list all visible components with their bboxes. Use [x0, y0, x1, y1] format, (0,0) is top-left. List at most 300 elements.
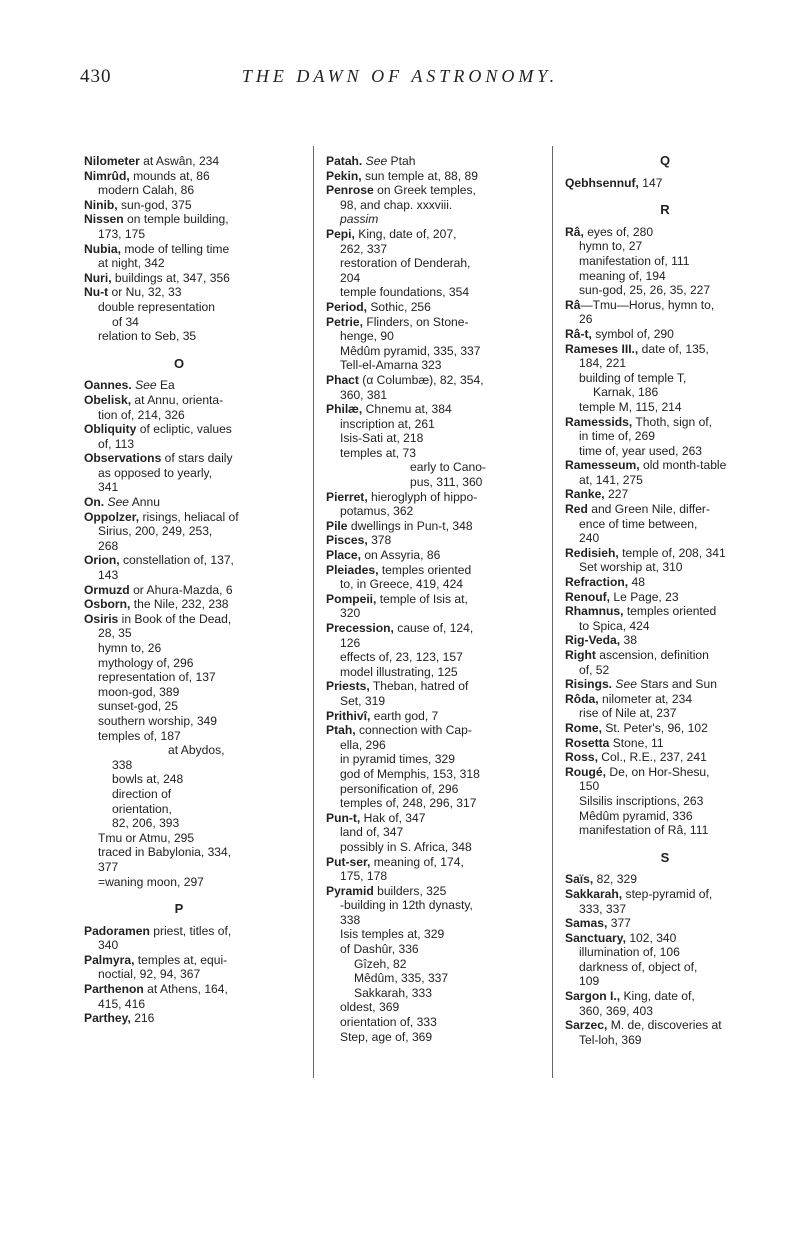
index-subentry: 341	[98, 480, 119, 495]
index-entry-text: risings, heliacal of	[139, 509, 239, 524]
index-subentry: 338	[112, 757, 133, 772]
index-column-2	[326, 154, 516, 1044]
index-entry	[326, 183, 516, 198]
index-headword: Padoramen	[84, 923, 150, 938]
index-entry	[565, 633, 765, 648]
index-headword: Ross,	[565, 750, 598, 765]
index-entry	[326, 709, 516, 724]
index-headword: Red	[565, 502, 588, 517]
index-entry-text: at Annu, orienta-	[131, 392, 224, 407]
index-entry-text: in Book of the Dead,	[118, 611, 232, 626]
index-subentry: ella, 296	[340, 737, 386, 752]
index-subentry: mythology of, 296	[98, 655, 194, 670]
index-subentry: 204	[340, 270, 361, 285]
index-subentry: 360, 369, 403	[579, 1003, 653, 1018]
index-entry-text: 378	[367, 533, 392, 548]
index-entry	[565, 502, 765, 517]
index-entry	[326, 548, 516, 563]
index-entry-text: temple of Isis at,	[376, 591, 468, 606]
index-entry	[326, 811, 516, 826]
index-subentry: Gîzeh, 82	[354, 956, 407, 971]
index-entry-text: Stone, 11	[609, 735, 664, 750]
index-entry-text: 227	[604, 487, 629, 502]
index-subentry: Tell-el-Amarna 323	[340, 358, 442, 373]
index-headword: Osiris	[84, 611, 119, 626]
index-headword: Ormuzd	[84, 582, 130, 597]
index-column-1	[84, 154, 274, 1026]
index-subentry: of, 52	[579, 662, 610, 677]
index-entry	[565, 487, 765, 502]
index-entry-text: of ecliptic, values	[136, 422, 232, 437]
index-entry	[326, 679, 516, 694]
index-subentry: effects of, 23, 123, 157	[340, 650, 463, 665]
index-subentry: 175, 178	[340, 869, 388, 884]
index-headword: Râ-t,	[565, 326, 592, 341]
index-subentry: temple foundations, 354	[340, 285, 470, 300]
index-entry-text: Ea	[156, 378, 175, 393]
index-headword: Phact	[326, 372, 359, 387]
index-entry-text: priest, titles of,	[149, 923, 232, 938]
index-headword: Rosetta	[565, 735, 610, 750]
index-entry	[84, 982, 274, 997]
index-entry	[565, 298, 765, 313]
index-entry-text: 38	[620, 633, 637, 648]
index-entry-text: hieroglyph of hippo-	[367, 489, 478, 504]
index-subentry: 143	[98, 568, 119, 583]
index-headword: Nuri,	[84, 270, 112, 285]
index-subentry: 338	[340, 912, 361, 927]
index-entry-text: Col., R.E., 237, 241	[597, 750, 707, 765]
index-headword: Nu-t	[84, 285, 109, 300]
index-headword: Rome,	[565, 720, 602, 735]
index-subentry: =waning moon, 297	[98, 874, 204, 889]
index-subentry: restoration of Denderah,	[340, 256, 471, 271]
index-entry	[565, 989, 765, 1004]
index-headword: Risings.	[565, 677, 613, 692]
index-headword: Sanctuary,	[565, 930, 626, 945]
index-headword: Osborn,	[84, 597, 131, 612]
index-entry	[565, 887, 765, 902]
index-entry	[326, 723, 516, 738]
index-entry-text: Chnemu at, 384	[362, 402, 452, 417]
see-reference: See	[362, 154, 388, 168]
index-entry	[565, 931, 765, 946]
index-entry	[326, 592, 516, 607]
index-subentry: at, 141, 275	[579, 472, 643, 487]
index-headword: Nimrûd,	[84, 168, 130, 183]
index-headword: Ninib,	[84, 197, 118, 212]
index-subentry: 184, 221	[579, 356, 627, 371]
index-subentry: oldest, 369	[340, 1000, 400, 1015]
index-entry	[326, 884, 516, 899]
index-subentry: manifestation of Râ, 111	[579, 823, 709, 838]
index-entry-text: temples oriented	[623, 604, 717, 619]
index-entry-text: symbol of, 290	[591, 326, 674, 341]
index-headword: Pepi,	[326, 226, 355, 241]
index-subentry: 340	[98, 938, 119, 953]
index-entry-text: Flinders, on Stone-	[362, 314, 469, 329]
index-subentry: modern Calah, 86	[98, 183, 195, 198]
index-headword: Nubia,	[84, 241, 121, 256]
index-headword: Patah.	[326, 154, 363, 168]
index-entry-text: buildings at, 347, 356	[111, 270, 230, 285]
index-entry	[84, 154, 274, 169]
index-entry	[84, 612, 274, 627]
index-entry	[84, 1011, 274, 1026]
index-entry-text: earth god, 7	[370, 708, 439, 723]
index-subentry: land of, 347	[340, 825, 404, 840]
index-subentry: temples of, 187	[98, 728, 181, 743]
index-entry	[565, 916, 765, 931]
index-subentry: at Abydos,	[168, 743, 225, 758]
index-headword: Sargon I.,	[565, 989, 621, 1004]
index-entry	[565, 415, 765, 430]
index-entry-text: (α Columbæ), 82, 354,	[358, 372, 484, 387]
index-entry-text: temple of, 208, 341	[618, 545, 726, 560]
index-entry-text: Stars and Sun	[636, 677, 717, 692]
index-headword: Put-ser,	[326, 854, 371, 869]
index-headword: Râ	[565, 297, 581, 312]
index-subentry: 415, 416	[98, 996, 146, 1011]
index-subentry: 98, and chap. xxxviii.	[340, 197, 453, 212]
index-entry-text: constellation of, 137,	[119, 553, 234, 568]
index-headword: Râ,	[565, 224, 584, 239]
index-entry-text: mode of telling time	[120, 241, 230, 256]
index-subentry: Isis temples at, 329	[340, 927, 445, 942]
index-subentry: manifestation of, 111	[579, 253, 690, 268]
index-entry	[326, 533, 516, 548]
index-subentry: pus, 311, 360	[410, 475, 483, 490]
see-reference: See	[104, 495, 130, 510]
index-headword: Rhamnus,	[565, 604, 624, 619]
index-entry-text: 216	[130, 1011, 155, 1026]
index-subentry: at night, 342	[98, 256, 165, 271]
index-entry-text: 82, 329	[593, 872, 637, 887]
index-subentry: meaning of, 194	[579, 268, 666, 283]
index-headword: Ranke,	[565, 487, 605, 502]
index-subentry: as opposed to yearly,	[98, 465, 213, 480]
index-subentry: 28, 35	[98, 626, 132, 641]
index-entry	[84, 553, 274, 568]
index-subentry: orientation,	[112, 801, 172, 816]
index-subentry: relation to Seb, 35	[98, 329, 197, 344]
index-subentry: of Dashûr, 336	[340, 942, 419, 957]
index-entry-text: of stars daily	[161, 451, 233, 466]
index-subentry: Tmu or Atmu, 295	[98, 830, 195, 845]
index-subentry: direction of	[112, 786, 172, 801]
index-subentry: sun-god, 25, 26, 35, 227	[579, 283, 711, 298]
index-entry-text: at Aswân, 234	[139, 154, 220, 168]
index-entry-text: temples at, equi-	[134, 952, 228, 967]
index-entry-text: sun temple at, 88, 89	[361, 168, 478, 183]
index-entry	[565, 677, 765, 692]
index-subentry: ence of time between,	[579, 516, 698, 531]
index-subentry: model illustrating, 125	[340, 664, 458, 679]
page-header	[0, 66, 800, 96]
index-headword: Rameses III.,	[565, 341, 639, 356]
index-subentry: 26	[579, 312, 593, 327]
index-subentry: inscription at, 261	[340, 416, 435, 431]
index-subentry: Mêdûm, 335, 337	[354, 971, 449, 986]
index-entry-text: on temple building,	[123, 212, 229, 227]
index-subentry: henge, 90	[340, 329, 394, 344]
index-subentry: 150	[579, 779, 600, 794]
index-headword: Pyramid	[326, 883, 374, 898]
index-subentry: 268	[98, 538, 119, 553]
section-letter: Q	[659, 153, 671, 168]
index-subentry: tion of, 214, 326	[98, 407, 185, 422]
index-entry-text: ascension, definition	[595, 648, 709, 662]
index-entry-text: Hak of, 347	[360, 810, 426, 825]
index-entry	[565, 648, 765, 663]
index-subentry: southern worship, 349	[98, 713, 217, 728]
index-entry	[565, 342, 765, 357]
index-headword: Parthenon	[84, 982, 144, 997]
index-subentry: 126	[340, 635, 361, 650]
index-subentry: Step, age of, 369	[340, 1029, 433, 1044]
index-entry	[565, 604, 765, 619]
index-subentry: Silsilis inscriptions, 263	[579, 793, 704, 808]
index-entry-text: Theban, hatred of	[369, 679, 469, 694]
index-entry-text: temples oriented	[378, 562, 472, 577]
index-subentry: -building in 12th dynasty,	[340, 898, 473, 913]
index-subentry: 262, 337	[340, 241, 388, 256]
index-subentry: early to Cano-	[410, 460, 486, 475]
index-headword: Right	[565, 648, 596, 662]
index-entry	[565, 1018, 765, 1033]
index-entry	[84, 198, 274, 213]
index-entry	[565, 575, 765, 590]
index-subentry: 173, 175	[98, 226, 146, 241]
index-headword: Precession,	[326, 621, 394, 635]
index-headword: Obliquity	[84, 422, 137, 437]
index-entry-text: sun-god, 375	[117, 197, 192, 212]
index-entry-text: 48	[628, 575, 645, 590]
index-entry	[326, 300, 516, 315]
index-headword: Obelisk,	[84, 392, 132, 407]
index-entry-text: M. de, discoveries at	[607, 1018, 722, 1033]
index-headword: Petrie,	[326, 314, 363, 329]
index-entry	[326, 490, 516, 505]
index-subentry: traced in Babylonia, 334,	[98, 845, 232, 860]
index-headword: Oannes.	[84, 378, 132, 393]
index-entry	[565, 750, 765, 765]
index-entry	[84, 169, 274, 184]
index-entry	[565, 327, 765, 342]
index-subentry: Sakkarah, 333	[354, 985, 432, 1000]
index-headword: Refraction,	[565, 575, 629, 590]
index-entry-text: King, date of, 207,	[354, 226, 457, 241]
index-subentry: Sirius, 200, 249, 253,	[98, 524, 213, 539]
index-entry-text: cause of, 124,	[393, 621, 474, 635]
index-headword: Pompeii,	[326, 591, 377, 606]
index-entry-text: on Assyria, 86	[360, 548, 441, 563]
index-entry	[565, 176, 765, 191]
index-entry	[84, 510, 274, 525]
index-headword: Saïs,	[565, 872, 594, 887]
index-entry-text: 102, 340	[625, 930, 677, 945]
running-title: THE DAWN OF ASTRONOMY.	[241, 66, 559, 86]
index-subentry: noctial, 92, 94, 367	[98, 967, 201, 982]
see-reference: See	[131, 378, 157, 393]
index-entry	[84, 422, 274, 437]
section-letter: S	[660, 849, 670, 865]
index-entry-text: Le Page, 23	[610, 589, 679, 604]
index-entry-text: Sothic, 256	[367, 299, 431, 314]
index-headword: Samas,	[565, 916, 608, 931]
index-subentry: in time of, 269	[579, 429, 655, 444]
index-subentry: Set worship at, 310	[579, 560, 683, 575]
section-letter: R	[660, 202, 670, 218]
index-headword: Palmyra,	[84, 952, 135, 967]
index-entry	[326, 563, 516, 578]
index-headword: Priests,	[326, 679, 370, 694]
index-headword: Nissen	[84, 212, 124, 227]
index-headword: Renouf,	[565, 589, 611, 604]
index-headword: Prithivî,	[326, 708, 371, 723]
index-entry	[565, 765, 765, 780]
index-entry-text: meaning of, 174,	[370, 854, 464, 869]
index-entry	[565, 225, 765, 240]
index-headword: Nilometer	[84, 154, 140, 168]
section-letter: P	[174, 901, 184, 917]
index-subentry: 109	[579, 974, 600, 989]
index-subentry: Isis-Sati at, 218	[340, 431, 424, 446]
index-subentry: personification of, 296	[340, 781, 459, 796]
page-number: 430	[80, 66, 112, 87]
index-headword: Observations	[84, 451, 162, 466]
index-subentry: rise of Nile at, 237	[579, 706, 677, 721]
index-subentry: 360, 381	[340, 387, 388, 402]
index-entry	[326, 621, 516, 636]
index-subentry: to Spica, 424	[579, 618, 650, 633]
index-headword: Rôda,	[565, 691, 599, 706]
index-headword: Redisieh,	[565, 545, 619, 560]
index-headword: Pile	[326, 518, 348, 533]
index-entry-text: or Ahura-Mazda, 6	[129, 582, 233, 597]
index-entry	[326, 169, 516, 184]
index-subentry: 333, 337	[579, 901, 627, 916]
index-column-3	[565, 154, 765, 1047]
index-subentry: illumination of, 106	[579, 945, 680, 960]
index-headword: Period,	[326, 299, 367, 314]
index-entry	[565, 546, 765, 561]
index-headword: Philæ,	[326, 402, 363, 417]
index-subentry: hymn to, 26	[98, 641, 162, 655]
index-entry-text: step-pyramid of,	[622, 886, 713, 901]
index-entry	[326, 855, 516, 870]
index-subentry: hymn to, 27	[579, 239, 643, 254]
index-headword: Parthey,	[84, 1011, 131, 1026]
index-subentry: 377	[98, 859, 119, 874]
index-subentry: time of, year used, 263	[579, 443, 703, 458]
index-entry	[326, 227, 516, 242]
index-headword: Oppolzer,	[84, 509, 140, 524]
index-subentry: potamus, 362	[340, 504, 414, 519]
index-headword: Ramesseum,	[565, 458, 640, 473]
index-headword: Ramessids,	[565, 414, 633, 429]
index-entry	[326, 154, 516, 169]
index-subentry: Karnak, 186	[593, 385, 659, 400]
index-entry	[84, 285, 274, 300]
index-subentry: possibly in S. Africa, 348	[340, 839, 472, 854]
index-subentry: of 34	[112, 314, 139, 329]
index-headword: Penrose	[326, 183, 374, 198]
index-entry	[565, 872, 765, 887]
column-divider	[313, 146, 314, 1078]
index-headword: Place,	[326, 548, 361, 563]
index-entry-text: or Nu, 32, 33	[108, 285, 182, 300]
index-entry	[326, 402, 516, 417]
index-entry-text: 147	[638, 175, 663, 190]
index-headword: Sarzec,	[565, 1018, 608, 1033]
index-entry-text: nilometer at, 234	[598, 691, 693, 706]
index-subentry: temple M, 115, 214	[579, 399, 682, 414]
index-entry-text: date of, 135,	[638, 341, 709, 356]
index-subentry: temples at, 73	[340, 445, 416, 460]
index-headword: Pierret,	[326, 489, 368, 504]
index-headword: On.	[84, 495, 105, 510]
index-entry-text: the Nile, 232, 238	[130, 597, 229, 612]
index-entry	[84, 393, 274, 408]
index-subentry: Mêdûm pyramid, 335, 337	[340, 343, 481, 358]
see-reference: See	[612, 677, 637, 692]
index-entry	[84, 212, 274, 227]
index-subentry: Tel-loh, 369	[579, 1032, 642, 1047]
index-headword: Qebhsennuf,	[565, 175, 639, 190]
section-letter: O	[173, 355, 185, 371]
index-entry	[84, 378, 274, 393]
index-subentry: to, in Greece, 419, 424	[340, 577, 464, 592]
index-subentry: double representation	[98, 299, 215, 314]
index-subentry: passim	[340, 212, 379, 227]
index-entry-text: on Greek temples,	[373, 183, 476, 198]
index-subentry: sunset-god, 25	[98, 699, 179, 714]
index-entry	[565, 721, 765, 736]
index-entry	[84, 583, 274, 598]
index-subentry: orientation of, 333	[340, 1015, 437, 1030]
index-entry-text: St. Peter's, 96, 102	[601, 720, 708, 735]
index-entry	[326, 315, 516, 330]
index-entry-text: builders, 325	[373, 883, 447, 898]
index-entry-text: Thoth, sign of,	[632, 414, 713, 429]
index-headword: Pekin,	[326, 168, 362, 183]
index-subentry: Set, 319	[340, 693, 386, 708]
index-entry-text: eyes of, 280	[583, 224, 654, 239]
index-subentry: moon-god, 389	[98, 684, 180, 699]
index-entry-text: King, date of,	[620, 989, 695, 1004]
index-entry	[565, 458, 765, 473]
index-entry-text: Ptah	[387, 154, 416, 168]
index-entry-text: old month-table	[639, 458, 727, 473]
index-entry	[565, 692, 765, 707]
index-subentry: representation of, 137	[98, 670, 216, 685]
column-divider	[552, 146, 553, 1078]
index-entry-text: dwellings in Pun-t, 348	[347, 518, 473, 533]
index-entry	[84, 271, 274, 286]
index-entry-text: 377	[607, 916, 631, 931]
index-entry	[565, 590, 765, 605]
index-entry	[84, 924, 274, 939]
index-entry	[84, 242, 274, 257]
index-headword: Pisces,	[326, 533, 368, 548]
index-headword: Rougé,	[565, 764, 606, 779]
index-entry	[326, 519, 516, 534]
index-subentry: of, 113	[98, 436, 135, 451]
index-subentry: darkness of, object of,	[579, 959, 698, 974]
index-headword: Rig-Veda,	[565, 633, 621, 648]
index-entry-text: Annu	[129, 495, 160, 510]
